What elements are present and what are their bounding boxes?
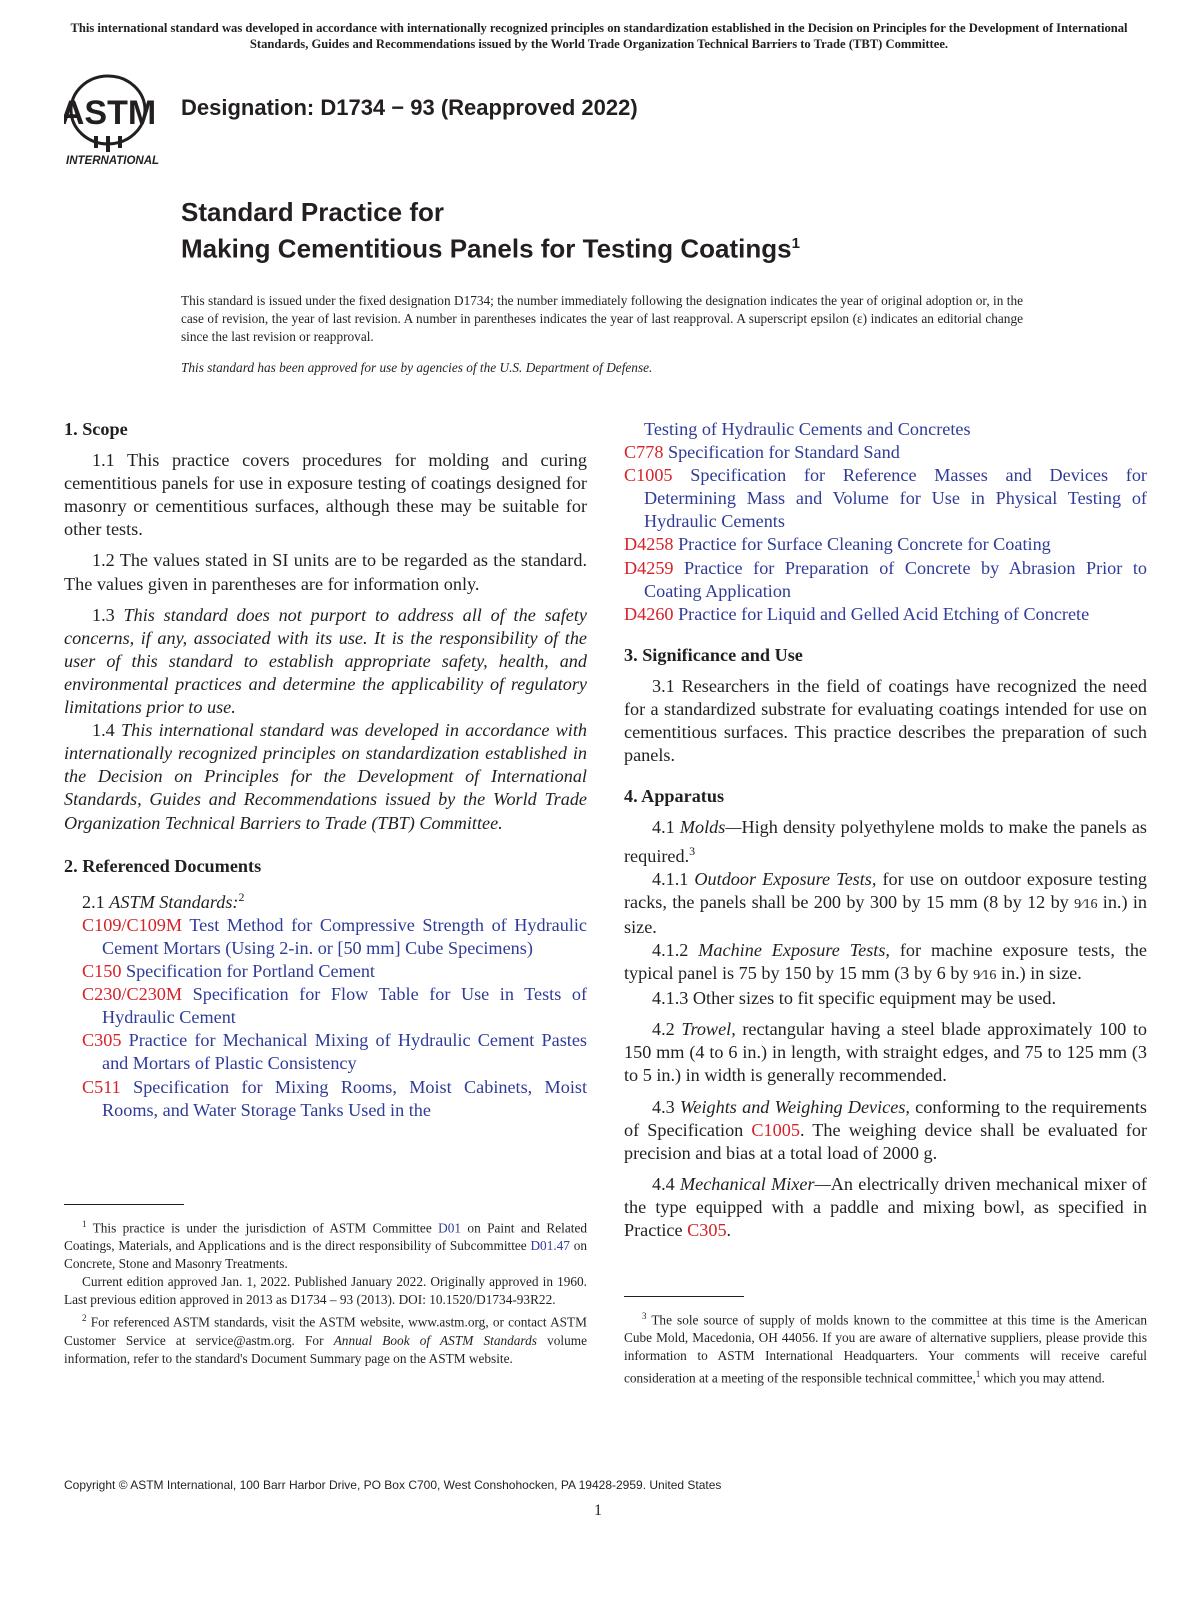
reference-item[interactable]: C511 Specification for Mixing Rooms, Moist Cabinets, Moist Rooms, and Water Storage Tanks Used in the [82, 1076, 588, 1120]
reference-item[interactable]: C230/C230M Specification for Flow Table for Use in Tests of Hydraulic Cement [82, 984, 587, 1028]
reference-list-left [64, 914, 587, 1122]
footnote-rule [64, 1204, 184, 1205]
footnote-2: $^2$ For referenced ASTM standards, visit the ASTM website, www.astm.org, or contact ASTM Customer Service at service@astm.org. For Annual Book of ASTM Standards volume information, refer to the standard's Document Summary page on the ASTM website. [64, 1313, 588, 1366]
paragraph-4-1-2: 4.1.2 Machine Exposure Tests, for machine exposure tests, the typical panel is 75 by 150 by 15 mm (3 by 6 by 9⁄16 in.) in size. [624, 939, 1147, 984]
title-line-1: Standard Practice for [181, 197, 444, 227]
paragraph-3-1: 3.1 Researchers in the field of coatings have recognized the need for a standardized substrate for evaluating coatings intended for use on cementitious surfaces. This practice describes the preparation of such panels. [624, 675, 1147, 766]
title-footnote-mark: 1 [791, 235, 800, 252]
paragraph-2-1: 2.1 ASTM Standards:$^2$ [82, 889, 245, 912]
top-notice: This international standard was developed in accordance with internationally recognized principles on standardization established in the Decision on Principles for the Development of International Standards, Guides and Recommendations issued by the World Trade Organization Technical Barriers to Trade (TBT) Committee. [70, 21, 1128, 51]
footnote-1-edition: Current edition approved Jan. 1, 2022. Published January 2022. Originally approved in 1960. Last previous edition approved in 2013 as D1734 – 93 (2013). DOI: 10.1520/D1734-93R22. [64, 1274, 587, 1308]
paragraph-1-4: 1.4 This international standard was developed in accordance with internationally recognized principles on standardization established in the Decision on Principles for the Development of International Standards, Guides and Recommendations issued by the World Trade Organization Technical Barriers to Trade (TBT) Committee. [64, 720, 588, 833]
paragraph-4-1-3: 4.1.3 Other sizes to fit specific equipment may be used. [652, 988, 1057, 1009]
reference-item[interactable]: C305 Practice for Mechanical Mixing of Hydraulic Cement Pastes and Mortars of Plastic Consistency [82, 1030, 587, 1074]
link-c1005[interactable]: C1005 [751, 1119, 800, 1140]
link-c305[interactable]: C305 [687, 1219, 727, 1240]
document-title [181, 196, 800, 265]
paragraph-4-3: 4.3 Weights and Weighing Devices, conforming to the requirements of Specification C1005. The weighing device shall be evaluated for precision and bias at a total load of 2000 g. [624, 1096, 1148, 1163]
designation: Designation: D1734 − 93 (Reapproved 2022) [181, 95, 638, 120]
footnote-rule [624, 1296, 744, 1297]
reference-list-right [624, 441, 1147, 626]
reference-item[interactable]: D4258 Practice for Surface Cleaning Concrete for Coating [624, 534, 1051, 555]
footnote-3: $^3$ The sole source of supply of molds known to the committee at this time is the American Cube Mold, Macedonia, OH 44056. If you are aware of alternative suppliers, please provide this information to ASTM International Headquarters. Your comments will receive careful consideration at a meeting of the responsible technical committee,$^1$ which you may attend. [624, 1311, 1147, 1386]
right-column [624, 418, 1148, 1386]
paragraph-4-1: 4.1 Molds—High density polyethylene molds to make the panels as required.$^3$ [624, 817, 1148, 866]
section-heading-apparatus: 4. Apparatus [624, 786, 725, 807]
footnote-link-d01[interactable]: D01 [438, 1220, 462, 1236]
section-heading-significance: 3. Significance and Use [624, 644, 803, 665]
footnotes-left [64, 1204, 587, 1368]
section-heading-scope: 1. Scope [64, 419, 128, 439]
dod-note: This standard has been approved for use by agencies of the U.S. Department of Defense. [181, 360, 653, 375]
copyright: Copyright © ASTM International, 100 Barr Harbor Drive, PO Box C700, West Conshohocken, PA 19428-2959. United States [64, 1478, 722, 1492]
reference-item[interactable]: C150 Specification for Portland Cement [82, 961, 375, 982]
title-line-2: Making Cementitious Panels for Testing Coatings$^1$ [181, 233, 800, 264]
paragraph-4-4: 4.4 Mechanical Mixer—An electrically driven mechanical mixer of the type equipped with a paddle and mixing bowl, as specified in Practice C305. [624, 1173, 1147, 1240]
footnote-link-d0147[interactable]: D01.47 [530, 1238, 570, 1254]
issue-note: This standard is issued under the fixed designation D1734; the number immediately following the designation indicates the year of original adoption or, in the case of revision, the year of last revision. A number in parentheses indicates the year of last reapproval. A superscript epsilon (ε) indicates an editorial change since the last revision or reapproval. [181, 293, 1023, 344]
reference-item[interactable]: D4259 Practice for Preparation of Concrete by Abrasion Prior to Coating Application [624, 557, 1147, 601]
reference-item[interactable]: D4260 Practice for Liquid and Gelled Acid Etching of Concrete [624, 603, 1090, 624]
reference-item[interactable]: C109/C109M Test Method for Compressive Strength of Hydraulic Cement Mortars (Using 2-in. or [50 mm] Cube Specimens) [82, 914, 588, 958]
paragraph-1-1: 1.1 This practice covers procedures for molding and curing cementitious panels for use in exposure testing of coatings designed for masonry or cementitious surfaces, although these may be suitable for other tests. [64, 450, 587, 540]
footnote-1: $^1$ This practice is under the jurisdiction of ASTM Committee D01 on Paint and Related Coatings, Materials, and Applications and is the direct responsibility of Subcommittee D01.47 on Concrete, Stone and Masonry Treatments. [64, 1219, 588, 1272]
astm-logo [64, 72, 170, 168]
logo-subtext: INTERNATIONAL [66, 155, 160, 167]
reference-continued: Testing of Hydraulic Cements and Concretes [644, 419, 971, 439]
left-column [64, 418, 588, 1366]
reference-item[interactable]: C1005 Specification for Reference Masses and Devices for Determining Mass and Volume for Use in Physical Testing of Hydraulic Cements [624, 465, 1147, 532]
footnotes-right [624, 1296, 1147, 1388]
page-number: 1 [594, 1502, 602, 1519]
paragraph-4-2: 4.2 Trowel, rectangular having a steel blade approximately 100 to 150 mm (4 to 6 in.) in length, with straight edges, and 75 to 125 mm (3 to 5 in.) in width is generally recommended. [624, 1019, 1148, 1086]
reference-item[interactable]: C778 Specification for Standard Sand [624, 442, 900, 463]
logo-letters: ASTM [64, 94, 157, 132]
paragraph-1-2: 1.2 The values stated in SI units are to be regarded as the standard. The values given in parentheses are for information only. [64, 550, 587, 594]
paragraph-1-3: 1.3 This standard does not purport to address all of the safety concerns, if any, associated with its use. It is the responsibility of the user of this standard to establish appropriate safety, health, and environmental practices and determine the applicability of regulatory limitations prior to use. [64, 604, 587, 718]
paragraph-4-1-1: 4.1.1 Outdoor Exposure Tests, for use on outdoor exposure testing racks, the panels shall be 200 by 300 by 15 mm (8 by 12 by 9⁄16 in.) in size. [624, 868, 1148, 937]
section-heading-referenced: 2. Referenced Documents [64, 855, 262, 876]
